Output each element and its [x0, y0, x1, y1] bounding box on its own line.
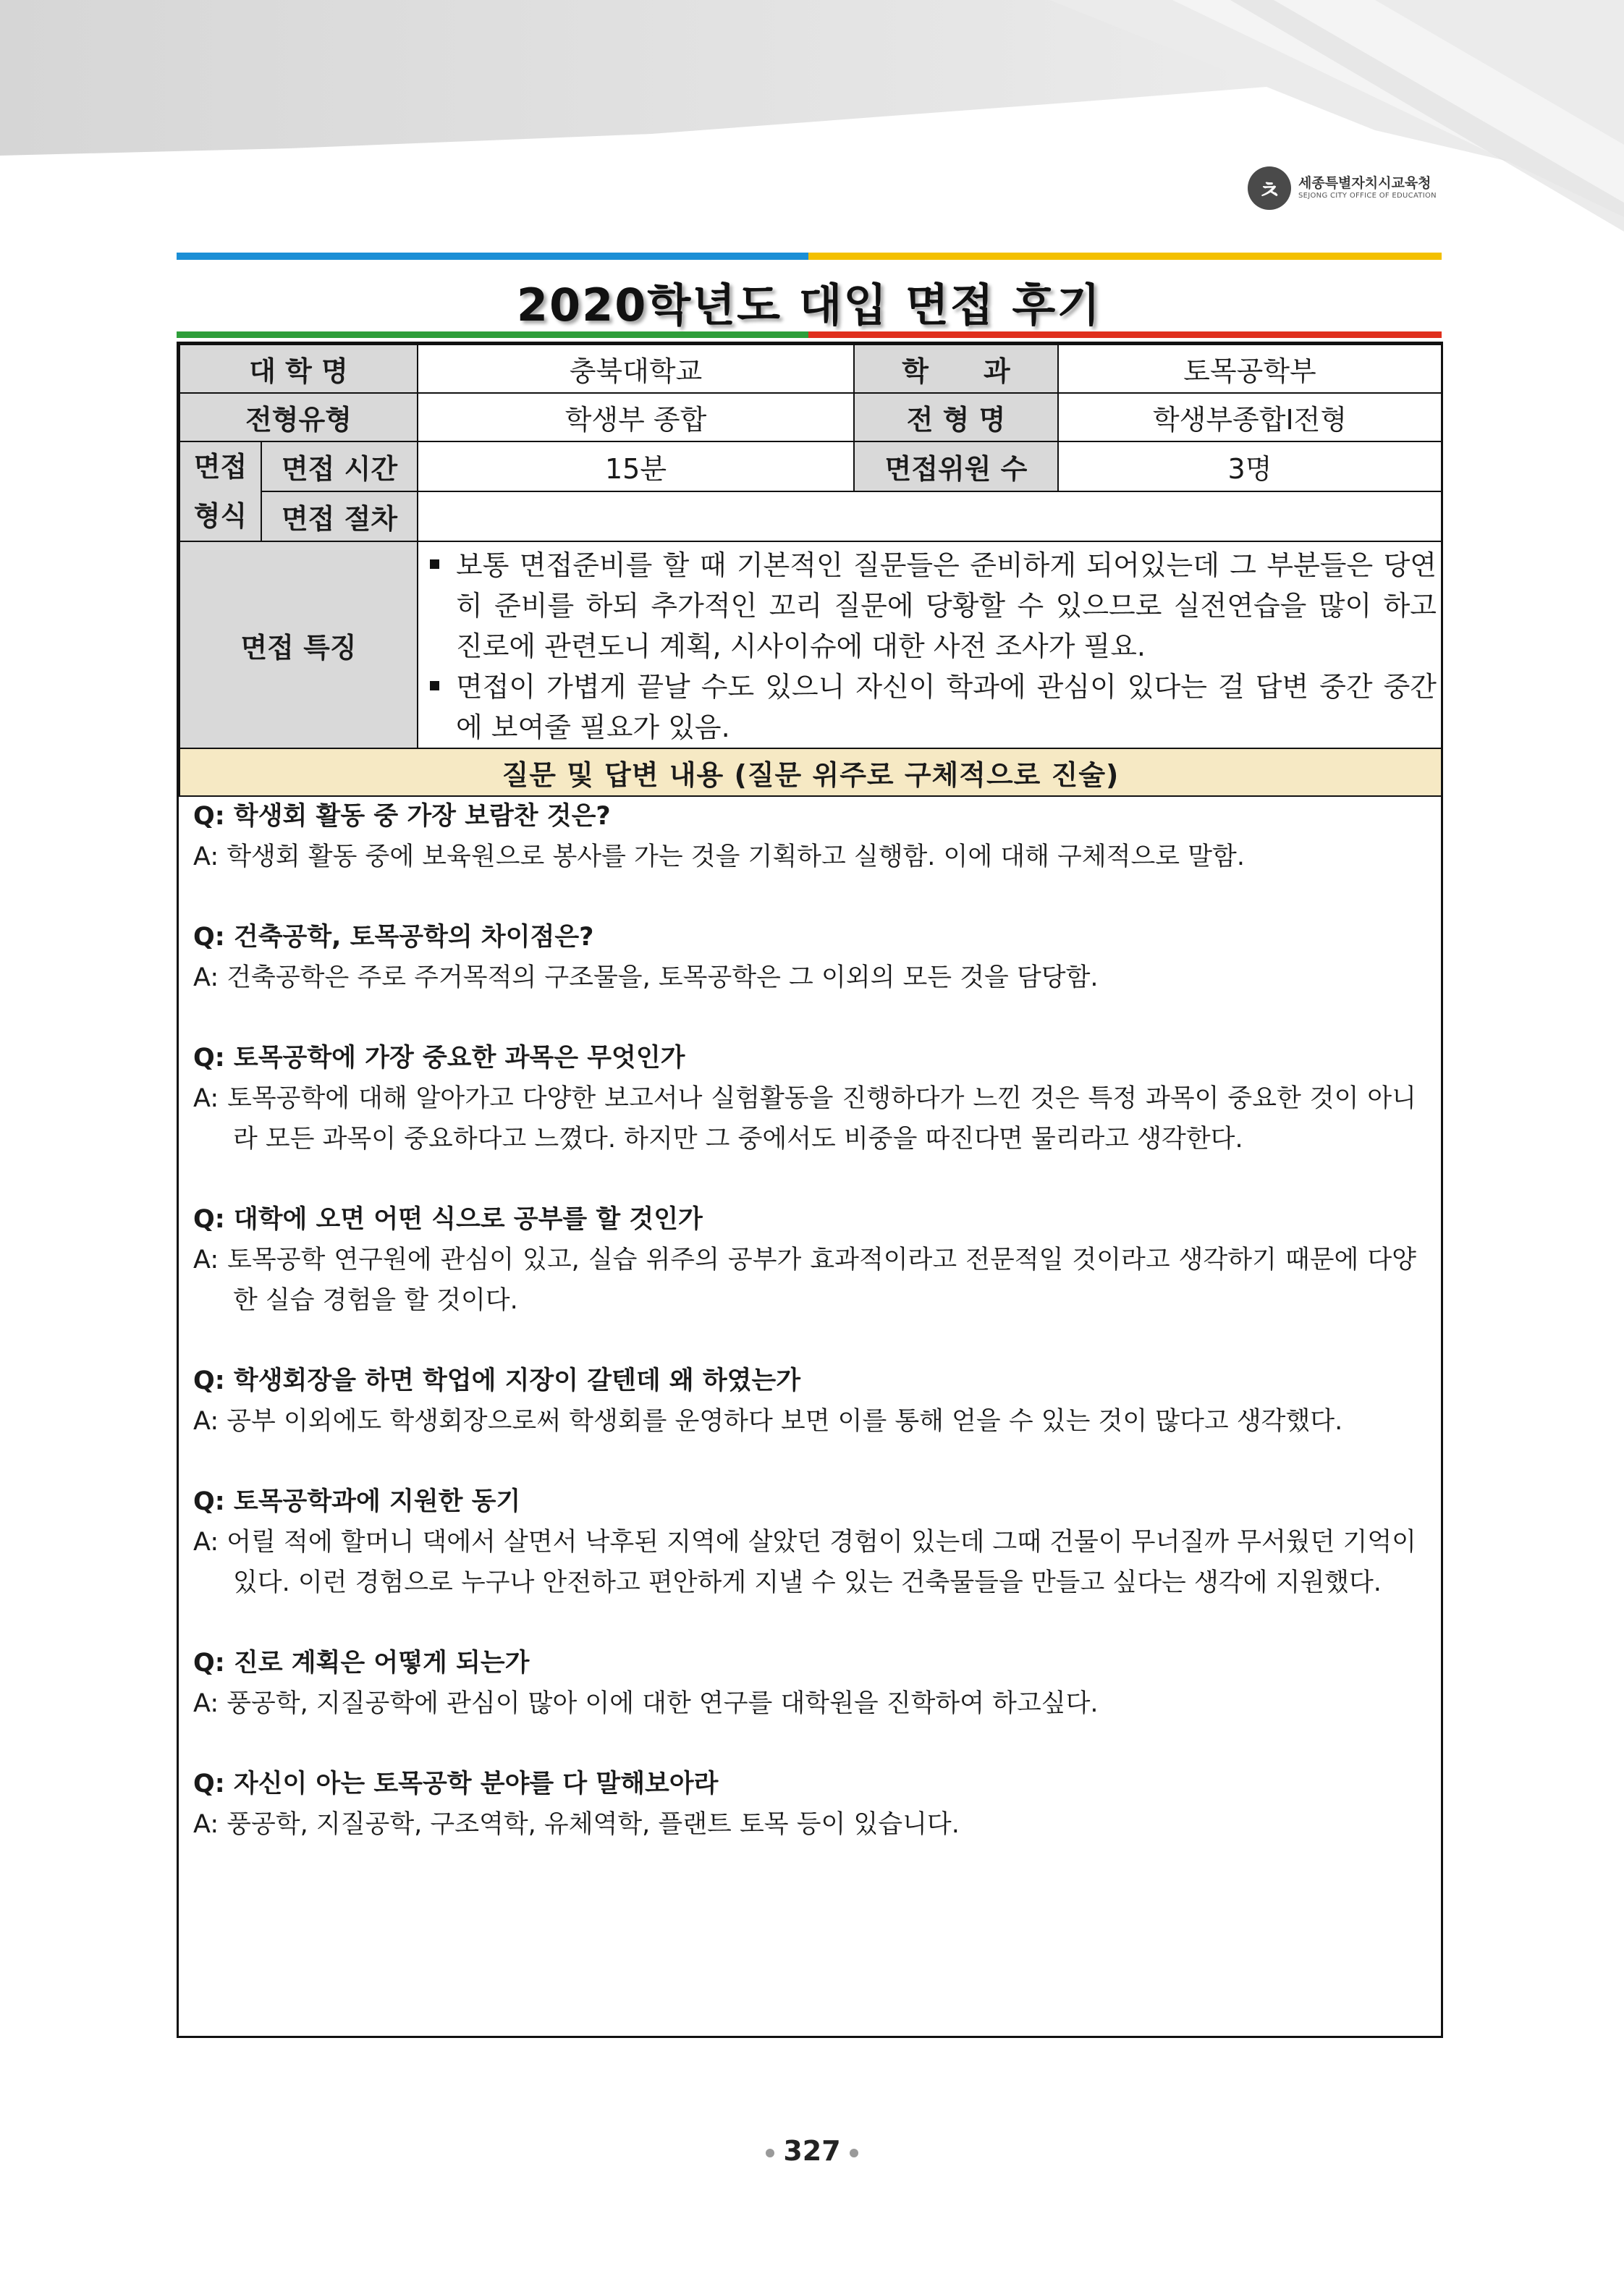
dot-icon: [766, 2149, 774, 2157]
qa-item: [193, 1199, 1416, 1321]
logo-emblem-icon: ㅊ: [1248, 166, 1291, 210]
answer: A: 공부 이외에도 학생회장으로써 학생회를 운영하다 보면 이를 통해 얻을 수 있는 것이 많다고 생각했다.: [193, 1407, 1343, 1436]
review-form: [177, 342, 1443, 2038]
question: Q: 자신이 아는 토목공학 분야를 다 말해보아라: [193, 1769, 719, 1798]
qa-section-header: 질문 및 답변 내용 (질문 위주로 구체적으로 진술): [179, 748, 1442, 796]
title-top-bar: [177, 253, 1442, 260]
admission-type-value: 학생부 종합: [418, 393, 854, 441]
interview-time-label: 면접 시간: [261, 441, 418, 491]
admission-name-label: 전 형 명: [854, 393, 1058, 441]
panel-count-value: 3명: [1058, 441, 1442, 491]
interview-info-table: [179, 344, 1442, 797]
qa-item: [193, 917, 1416, 998]
page-number-text: 327: [783, 2135, 841, 2167]
university-label: 대 학 명: [179, 344, 418, 393]
question: Q: 진로 계획은 어떻게 되는가: [193, 1649, 530, 1678]
question: Q: 학생회장을 하면 학업에 지장이 갈텐데 왜 하였는가: [193, 1366, 801, 1395]
question: Q: 건축공학, 토목공학의 차이점은?: [193, 923, 594, 952]
qa-item: [193, 1764, 1416, 1845]
qa-item: [193, 1038, 1416, 1159]
education-office-logo: [1248, 166, 1437, 210]
answer: A: 풍공학, 지질공학, 구조역학, 유체역학, 플랜트 토목 등이 있습니다.: [193, 1810, 960, 1839]
answer: A: 토목공학에 대해 알아가고 다양한 보고서나 실험활동을 진행하다가 느낀 것은 특정 과목이 중요한 것이 아니라 모든 과목이 중요하다고 느꼈다. 하지만 그 중에서도 비중을 따진다면 물리라고 생각한다.: [193, 1084, 1416, 1154]
major-label: 학 과: [854, 344, 1058, 393]
qa-item: [193, 1361, 1416, 1442]
page-title: 2020학년도 대입 면접 후기: [516, 279, 1102, 331]
interview-features-label: 면접 특징: [179, 541, 418, 748]
question: Q: 학생회 활동 중 가장 보람찬 것은?: [193, 802, 611, 831]
interview-procedure-label: 면접 절차: [261, 491, 418, 541]
major-value: 토목공학부: [1058, 344, 1442, 393]
admission-name-value: 학생부종합Ⅰ전형: [1058, 393, 1442, 441]
answer: A: 건축공학은 주로 주거목적의 구조물을, 토목공학은 그 이외의 모든 것을 담당함.: [193, 963, 1099, 992]
dot-icon: [850, 2149, 858, 2157]
panel-count-label: 면접위원 수: [854, 441, 1058, 491]
qa-list: [193, 796, 1416, 1885]
interview-format-label: 면접 형식: [179, 441, 261, 541]
admission-type-label: 전형유형: [179, 393, 418, 441]
interview-time-value: 15분: [418, 441, 854, 491]
interview-features: [418, 541, 1442, 748]
feature-item: 보통 면접준비를 할 때 기본적인 질문들은 준비하게 되어있는데 그 부분들은 당연히 준비를 하되 추가적인 꼬리 질문에 당황할 수 있으므로 실전연습을 많이 하고 진로에 관련도니 계획, 시사이슈에 대한 사전 조사가 필요.: [424, 545, 1437, 667]
answer: A: 어릴 적에 할머니 댁에서 살면서 낙후된 지역에 살았던 경험이 있는데 그때 건물이 무너질까 무서웠던 기억이 있다. 이런 경험으로 누구나 안전하고 편안하게 지낼 수 있는 건축물들을 만들고 싶다는 생각에 지원했다.: [193, 1528, 1416, 1597]
answer: A: 학생회 활동 중에 보육원으로 봉사를 가는 것을 기획하고 실행함. 이에 대해 구체적으로 말함.: [193, 842, 1245, 871]
answer: A: 토목공학 연구원에 관심이 있고, 실습 위주의 공부가 효과적이라고 전문적일 것이라고 생각하기 때문에 다양한 실습 경험을 할 것이다.: [193, 1246, 1416, 1315]
question: Q: 토목공학과에 지원한 동기: [193, 1487, 521, 1516]
question: Q: 토목공학에 가장 중요한 과목은 무엇인가: [193, 1044, 685, 1073]
qa-item: [193, 1481, 1416, 1603]
feature-item: 면접이 가볍게 끝날 수도 있으니 자신이 학과에 관심이 있다는 걸 답변 중간 중간에 보여줄 필요가 있음.: [424, 667, 1437, 748]
qa-item: [193, 1643, 1416, 1724]
logo-korean-text: 세종특별자치시교육청: [1298, 175, 1431, 192]
university-value: 충북대학교: [418, 344, 854, 393]
title-bottom-bar: [177, 331, 1442, 338]
page-number: [0, 2135, 1624, 2167]
interview-procedure-value: [418, 491, 1442, 541]
logo-english-text: SEJONG CITY OFFICE OF EDUCATION: [1298, 192, 1437, 200]
question: Q: 대학에 오면 어떤 식으로 공부를 할 것인가: [193, 1205, 703, 1234]
qa-item: [193, 796, 1416, 877]
answer: A: 풍공학, 지질공학에 관심이 많아 이에 대한 연구를 대학원을 진학하여 하고싶다.: [193, 1689, 1099, 1718]
